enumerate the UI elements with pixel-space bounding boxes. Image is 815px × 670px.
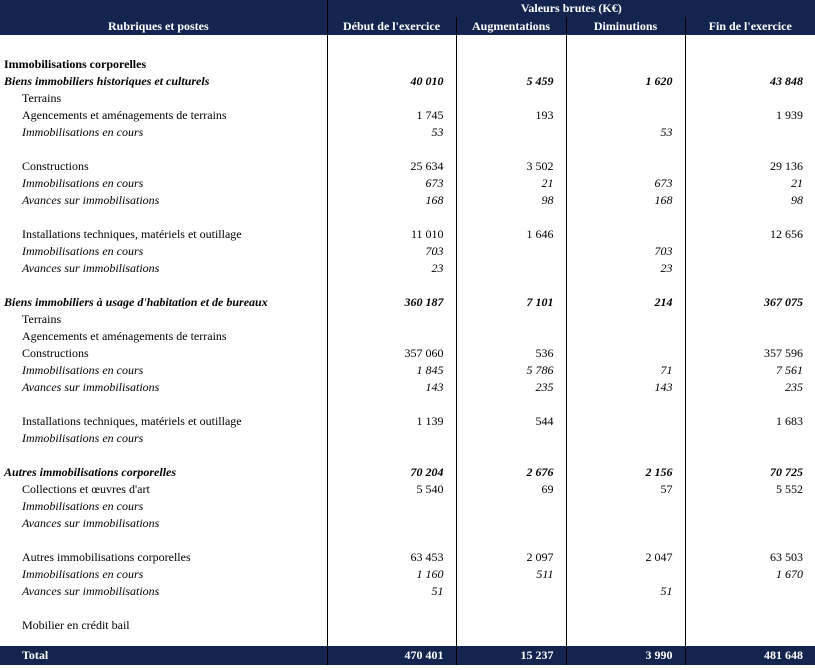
row-label: Agencements et aménagements de terrains (22, 329, 227, 343)
header-blank-cell (0, 0, 327, 17)
cell-diminutions (566, 158, 685, 175)
cell-diminutions: 673 (566, 175, 685, 192)
row-label: Autres immobilisations corporelles (4, 465, 177, 479)
row-label: Mobilier en crédit bail (22, 618, 130, 632)
cell-diminutions: 168 (566, 192, 685, 209)
cell-fin: 43 848 (685, 73, 815, 90)
cell-debut: 168 (327, 192, 456, 209)
total-augmentations: 15 237 (456, 646, 566, 665)
cell-diminutions (566, 617, 685, 634)
table-header (0, 0, 815, 35)
cell-fin (685, 124, 815, 141)
sub-row (0, 260, 815, 277)
row-label: Immobilisations en cours (22, 176, 144, 190)
cell-augmentations (456, 90, 566, 107)
cell-diminutions: 2 047 (566, 549, 685, 566)
cell-fin (685, 90, 815, 107)
sub-row (0, 583, 815, 600)
row-label: Avances sur immobilisations (22, 193, 160, 207)
row-label: Biens immobiliers à usage d'habitation et de bureaux (4, 295, 268, 309)
cell-fin: 235 (685, 379, 815, 396)
row-label: Immobilisations en cours (22, 567, 144, 581)
row-label: Constructions (22, 159, 89, 173)
blank-row (0, 209, 815, 226)
cell-debut: 23 (327, 260, 456, 277)
cell-debut: 143 (327, 379, 456, 396)
cell-diminutions: 2 156 (566, 464, 685, 481)
table-row (0, 158, 815, 175)
cell-fin: 21 (685, 175, 815, 192)
cell-diminutions (566, 515, 685, 532)
cell-fin: 1 683 (685, 413, 815, 430)
cell-debut (327, 311, 456, 328)
cell-augmentations: 21 (456, 175, 566, 192)
cell-augmentations: 3 502 (456, 158, 566, 175)
group-row (0, 464, 815, 481)
cell-debut: 5 540 (327, 481, 456, 498)
cell-augmentations: 235 (456, 379, 566, 396)
cell-diminutions (566, 413, 685, 430)
cell-debut: 25 634 (327, 158, 456, 175)
cell-fin (685, 311, 815, 328)
cell-fin (685, 515, 815, 532)
cell-fin: 98 (685, 192, 815, 209)
cell-debut (327, 328, 456, 345)
cell-diminutions: 23 (566, 260, 685, 277)
header-rubriques: Rubriques et postes (0, 17, 327, 35)
cell-fin (685, 617, 815, 634)
cell-diminutions: 1 620 (566, 73, 685, 90)
cell-augmentations (456, 430, 566, 447)
cell-diminutions (566, 90, 685, 107)
cell-fin (685, 243, 815, 260)
cell-debut (327, 515, 456, 532)
blank-row (0, 600, 815, 617)
cell-fin: 29 136 (685, 158, 815, 175)
table-row (0, 107, 815, 124)
table-row (0, 311, 815, 328)
row-label: Immobilisations en cours (22, 499, 144, 513)
cell-debut: 1 745 (327, 107, 456, 124)
cell-debut: 360 187 (327, 294, 456, 311)
table-row (0, 345, 815, 362)
cell-diminutions: 57 (566, 481, 685, 498)
cell-augmentations (456, 498, 566, 515)
cell-augmentations (456, 617, 566, 634)
header-diminutions: Diminutions (566, 17, 685, 35)
cell-debut: 40 010 (327, 73, 456, 90)
cell-augmentations (456, 311, 566, 328)
cell-diminutions (566, 566, 685, 583)
cell-fin: 357 596 (685, 345, 815, 362)
header-fin: Fin de l'exercice (685, 17, 815, 35)
cell-diminutions: 71 (566, 362, 685, 379)
cell-augmentations (456, 260, 566, 277)
row-label: Terrains (22, 312, 62, 326)
cell-diminutions (566, 345, 685, 362)
cell-augmentations: 69 (456, 481, 566, 498)
row-label: Avances sur immobilisations (22, 261, 160, 275)
cell-fin (685, 583, 815, 600)
blank-row (0, 396, 815, 413)
cell-augmentations (456, 328, 566, 345)
blank-row (0, 447, 815, 464)
table-row (0, 481, 815, 498)
row-label: Constructions (22, 346, 89, 360)
blank-row (0, 532, 815, 549)
blank-row (0, 277, 815, 294)
cell-augmentations: 98 (456, 192, 566, 209)
cell-fin (685, 498, 815, 515)
cell-debut: 63 453 (327, 549, 456, 566)
sub-row (0, 362, 815, 379)
row-label: Terrains (22, 91, 62, 105)
sub-row (0, 379, 815, 396)
sub-row (0, 430, 815, 447)
cell-debut: 1 139 (327, 413, 456, 430)
row-label: Agencements et aménagements de terrains (22, 108, 227, 122)
cell-augmentations: 2 097 (456, 549, 566, 566)
row-label: Immobilisations en cours (22, 244, 144, 258)
cell-debut: 1 160 (327, 566, 456, 583)
cell-diminutions: 51 (566, 583, 685, 600)
total-diminutions: 3 990 (566, 646, 685, 665)
cell-fin: 12 656 (685, 226, 815, 243)
spacer-row (0, 35, 815, 56)
sub-row (0, 192, 815, 209)
row-label: Installations techniques, matériels et outillage (22, 227, 242, 241)
cell-debut: 1 845 (327, 362, 456, 379)
row-label: Installations techniques, matériels et outillage (22, 414, 242, 428)
blank-row (0, 141, 815, 158)
cell-fin: 63 503 (685, 549, 815, 566)
cell-debut: 703 (327, 243, 456, 260)
cell-debut: 11 010 (327, 226, 456, 243)
cell-augmentations: 5 459 (456, 73, 566, 90)
group-row (0, 294, 815, 311)
row-label: Avances sur immobilisations (22, 584, 160, 598)
cell-fin: 5 552 (685, 481, 815, 498)
total-fin: 481 648 (685, 646, 815, 665)
cell-augmentations (456, 243, 566, 260)
row-label: Avances sur immobilisations (22, 380, 160, 394)
table-row (0, 549, 815, 566)
cell-augmentations (456, 583, 566, 600)
header-valeurs-brutes: Valeurs brutes (K€) (327, 0, 815, 17)
row-label: Biens immobiliers historiques et culturels (4, 74, 210, 88)
cell-debut (327, 430, 456, 447)
cell-diminutions (566, 226, 685, 243)
sub-row (0, 175, 815, 192)
end-gap-row (0, 634, 815, 646)
table-row (0, 90, 815, 107)
sub-row (0, 243, 815, 260)
total-debut: 470 401 (327, 646, 456, 665)
cell-debut: 357 060 (327, 345, 456, 362)
cell-fin: 7 561 (685, 362, 815, 379)
cell-augmentations (456, 515, 566, 532)
cell-augmentations: 544 (456, 413, 566, 430)
cell-diminutions: 53 (566, 124, 685, 141)
cell-debut (327, 617, 456, 634)
cell-debut: 673 (327, 175, 456, 192)
header-augmentations: Augmentations (456, 17, 566, 35)
table-body (0, 35, 815, 646)
cell-augmentations: 536 (456, 345, 566, 362)
row-label: Immobilisations en cours (22, 125, 144, 139)
cell-fin: 70 725 (685, 464, 815, 481)
cell-augmentations (456, 124, 566, 141)
cell-augmentations: 2 676 (456, 464, 566, 481)
cell-debut (327, 498, 456, 515)
cell-debut: 70 204 (327, 464, 456, 481)
cell-debut: 53 (327, 124, 456, 141)
cell-debut (327, 90, 456, 107)
cell-augmentations: 193 (456, 107, 566, 124)
sub-row (0, 498, 815, 515)
cell-diminutions (566, 328, 685, 345)
cell-fin: 1 939 (685, 107, 815, 124)
cell-diminutions (566, 430, 685, 447)
cell-augmentations: 1 646 (456, 226, 566, 243)
total-label: Total (0, 646, 327, 665)
cell-augmentations: 511 (456, 566, 566, 583)
cell-diminutions: 703 (566, 243, 685, 260)
cell-fin: 367 075 (685, 294, 815, 311)
cell-diminutions (566, 311, 685, 328)
row-label: Collections et œuvres d'art (22, 482, 150, 496)
section-title: Immobilisations corporelles (4, 57, 147, 71)
table-footer (0, 646, 815, 665)
cell-fin (685, 260, 815, 277)
cell-fin: 1 670 (685, 566, 815, 583)
row-label: Immobilisations en cours (22, 431, 144, 445)
row-label: Autres immobilisations corporelles (22, 550, 191, 564)
table-row (0, 617, 815, 634)
sub-row (0, 515, 815, 532)
sub-row (0, 124, 815, 141)
cell-diminutions: 214 (566, 294, 685, 311)
cell-fin (685, 328, 815, 345)
cell-diminutions (566, 498, 685, 515)
total-row (0, 646, 815, 665)
cell-diminutions (566, 107, 685, 124)
row-label: Avances sur immobilisations (22, 516, 160, 530)
header-debut: Début de l'exercice (327, 17, 456, 35)
cell-fin (685, 430, 815, 447)
cell-debut: 51 (327, 583, 456, 600)
section-title-row (0, 56, 815, 73)
cell-augmentations: 5 786 (456, 362, 566, 379)
table-row (0, 226, 815, 243)
group-row (0, 73, 815, 90)
row-label: Immobilisations en cours (22, 363, 144, 377)
table-row (0, 413, 815, 430)
cell-diminutions: 143 (566, 379, 685, 396)
sub-row (0, 566, 815, 583)
table-row (0, 328, 815, 345)
cell-augmentations: 7 101 (456, 294, 566, 311)
